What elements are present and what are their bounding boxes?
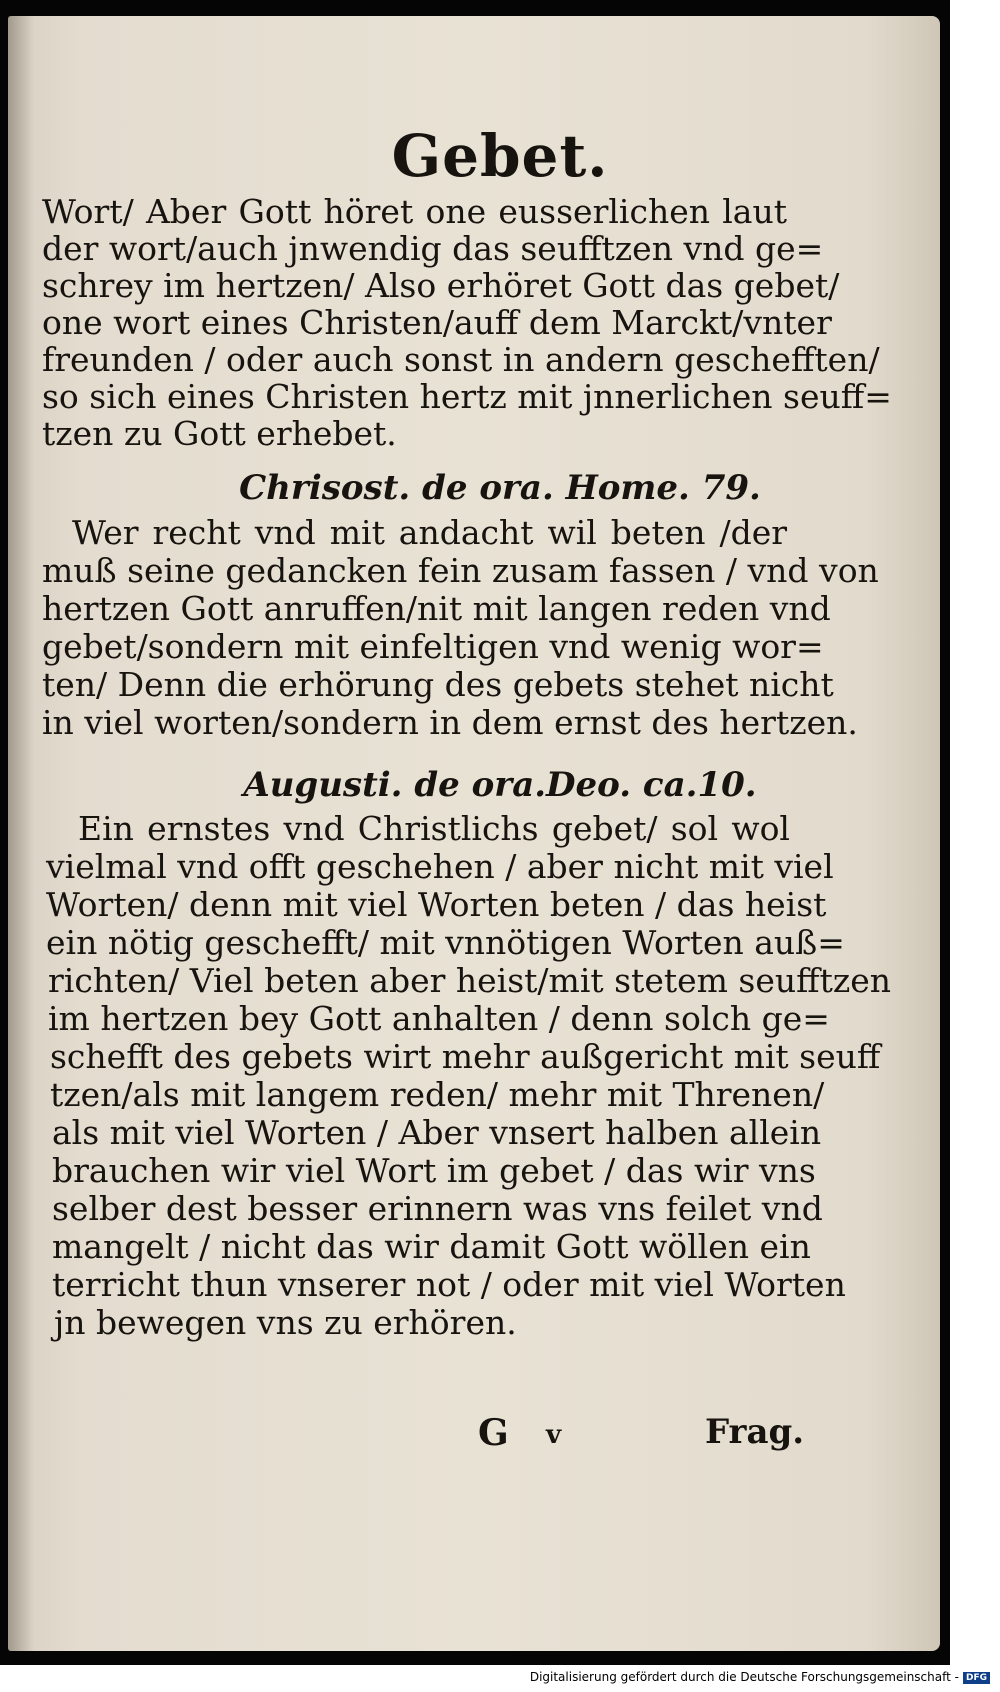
text-line: so sich eines Christen hertz mit jnnerlichen seuff= bbox=[42, 377, 892, 416]
text-line: in viel worten/sondern in dem ernst des hertzen. bbox=[42, 703, 858, 742]
text-line: jn bewegen vns zu erhören. bbox=[54, 1303, 517, 1342]
text-line: als mit viel Worten / Aber vnsert halben allein bbox=[52, 1113, 822, 1152]
text-line: gebet/sondern mit einfeltigen vnd wenig wor= bbox=[42, 627, 824, 666]
text-line: freunden / oder auch sonst in andern geschefften/ bbox=[42, 340, 880, 379]
text-line: der wort/auch jnwendig das seufftzen vnd ge= bbox=[42, 229, 824, 268]
text-line: richten/ Viel beten aber heist/mit stetem seufftzen bbox=[48, 961, 892, 1000]
text-line: hertzen Gott anruffen/nit mit langen reden vnd bbox=[42, 589, 831, 628]
catchword: Frag. bbox=[705, 1412, 805, 1452]
text-line: Wer recht vnd mit andacht wil beten /der bbox=[72, 513, 787, 552]
text-line: muß seine gedancken fein zusam fassen / vnd von bbox=[42, 551, 879, 590]
footer-text: Digitalisierung gefördert durch die Deutsche Forschungsgemeinschaft - bbox=[529, 1670, 959, 1684]
digitization-footer bbox=[0, 1670, 990, 1684]
signature-number: v bbox=[546, 1420, 562, 1450]
text-line: Wort/ Aber Gott höret one eusserlichen laut bbox=[42, 192, 787, 231]
signature-mark: G bbox=[478, 1412, 509, 1454]
text-line: terricht thun vnserer not / oder mit viel Worten bbox=[52, 1265, 846, 1304]
text-line: tzen zu Gott erhebet. bbox=[42, 414, 397, 453]
text-line: Ein ernstes vnd Christlichs gebet/ sol wol bbox=[78, 809, 790, 848]
text-line: im hertzen bey Gott anhalten / denn solch ge= bbox=[48, 999, 830, 1038]
text-line: brauchen wir viel Wort im gebet / das wir vns bbox=[52, 1151, 816, 1190]
text-line: ein nötig geschefft/ mit vnnötigen Worten auß= bbox=[46, 923, 845, 962]
text-line: Worten/ denn mit viel Worten beten / das heist bbox=[46, 885, 827, 924]
text-line: tzen/als mit langem reden/ mehr mit Threnen/ bbox=[50, 1075, 825, 1114]
text-line: vielmal vnd offt geschehen / aber nicht mit viel bbox=[46, 847, 834, 886]
running-head: Gebet. bbox=[391, 122, 609, 190]
text-line: schefft des gebets wirt mehr außgericht mit seuff bbox=[50, 1037, 881, 1076]
citation-heading: Chrisost. de ora. Home. 79. bbox=[239, 468, 761, 508]
text-line: schrey im hertzen/ Also erhöret Gott das gebet/ bbox=[42, 266, 840, 305]
text-line: mangelt / nicht das wir damit Gott wöllen ein bbox=[52, 1227, 811, 1266]
text-line: selber dest besser erinnern was vns feilet vnd bbox=[52, 1189, 823, 1228]
citation-heading: Augusti. de ora.Deo. ca.10. bbox=[243, 765, 757, 805]
text-line: one wort eines Christen/auff dem Marckt/vnter bbox=[42, 303, 832, 342]
spine-shadow bbox=[8, 16, 34, 1651]
text-line: ten/ Denn die erhörung des gebets stehet nicht bbox=[42, 665, 834, 704]
dfg-logo: DFG bbox=[963, 1672, 990, 1684]
